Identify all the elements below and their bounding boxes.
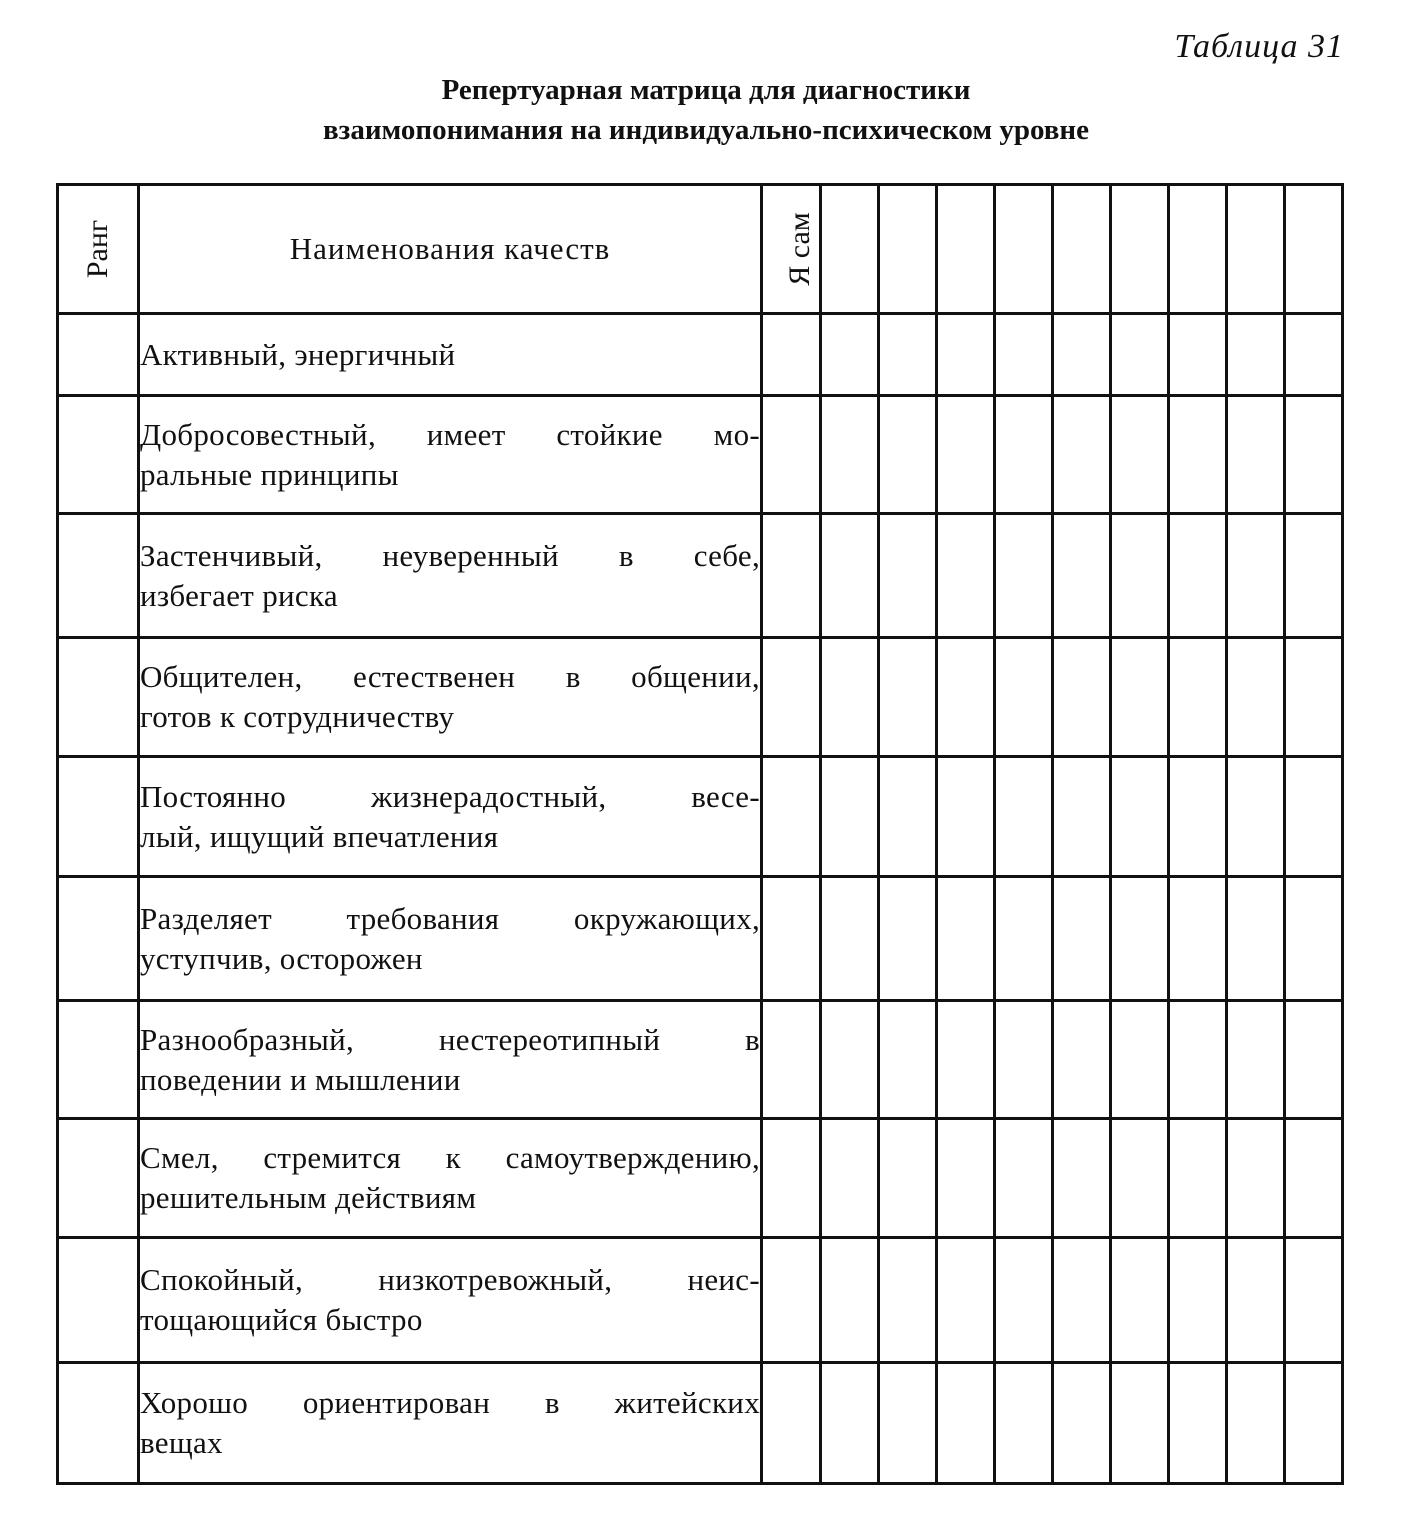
person-rating-cell[interactable]	[879, 877, 937, 1001]
person-rating-cell[interactable]	[879, 1363, 937, 1484]
quality-name-cell	[139, 757, 762, 877]
person-rating-cell[interactable]	[937, 396, 995, 514]
quality-text-line-2: решительным действиям	[140, 1180, 477, 1215]
person-rating-cell[interactable]	[1227, 396, 1285, 514]
person-rating-cell[interactable]	[995, 638, 1053, 757]
quality-name-cell	[139, 877, 762, 1001]
person-rating-cell[interactable]	[1169, 314, 1227, 396]
person-rating-cell[interactable]	[937, 1119, 995, 1238]
person-rating-cell[interactable]	[1053, 1001, 1111, 1119]
rank-cell[interactable]	[58, 1363, 139, 1484]
person-rating-cell[interactable]	[1285, 514, 1343, 638]
person-rating-cell[interactable]	[995, 1238, 1053, 1363]
self-rating-cell[interactable]	[762, 1238, 821, 1363]
header-rank-cell	[58, 185, 139, 314]
person-rating-cell[interactable]	[1227, 877, 1285, 1001]
person-rating-cell[interactable]	[1227, 638, 1285, 757]
person-rating-cell[interactable]	[1169, 1238, 1227, 1363]
self-rating-cell[interactable]	[762, 638, 821, 757]
person-rating-cell[interactable]	[1285, 1119, 1343, 1238]
person-rating-cell[interactable]	[995, 757, 1053, 877]
table-body	[58, 314, 1343, 1484]
self-rating-cell[interactable]	[762, 396, 821, 514]
person-rating-cell[interactable]	[821, 1001, 879, 1119]
person-rating-cell[interactable]	[1053, 514, 1111, 638]
quality-text-line-1: Хорошо ориентирован в житейских	[140, 1385, 760, 1420]
table-row	[58, 514, 1343, 638]
header-person-cell	[1227, 185, 1285, 314]
table-header-row	[58, 185, 1343, 314]
person-rating-cell[interactable]	[1053, 877, 1111, 1001]
header-person-cell	[1111, 185, 1169, 314]
person-rating-cell[interactable]	[821, 1119, 879, 1238]
quality-text-line-1: Смел, стремится к самоутверждению,	[140, 1140, 760, 1175]
person-rating-cell[interactable]	[1053, 1363, 1111, 1484]
quality-name-cell	[139, 638, 762, 757]
person-rating-cell[interactable]	[1285, 314, 1343, 396]
person-rating-cell[interactable]	[937, 1363, 995, 1484]
self-rating-cell[interactable]	[762, 1001, 821, 1119]
person-rating-cell[interactable]	[1111, 1001, 1169, 1119]
person-rating-cell[interactable]	[1285, 1001, 1343, 1119]
person-rating-cell[interactable]	[1285, 638, 1343, 757]
rank-cell[interactable]	[58, 638, 139, 757]
header-person-cell	[1169, 185, 1227, 314]
person-rating-cell[interactable]	[1285, 877, 1343, 1001]
quality-text-line-2: лый, ищущий впечатления	[140, 818, 499, 854]
table-row	[58, 314, 1343, 396]
quality-text-line-2: ральные принципы	[140, 456, 399, 492]
person-rating-cell[interactable]	[1111, 1238, 1169, 1363]
table-row	[58, 396, 1343, 514]
quality-text-line-1: Разнообразный, нестереотипный в	[140, 1021, 760, 1057]
person-rating-cell[interactable]	[1227, 1363, 1285, 1484]
header-person-cell	[937, 185, 995, 314]
person-rating-cell[interactable]	[879, 1238, 937, 1363]
person-rating-cell[interactable]	[879, 396, 937, 514]
quality-text-line-2: тощающийся быстро	[140, 1302, 423, 1337]
person-rating-cell[interactable]	[1111, 877, 1169, 1001]
person-rating-cell[interactable]	[995, 514, 1053, 638]
quality-name-cell	[139, 1119, 762, 1238]
person-rating-cell[interactable]	[937, 314, 995, 396]
rank-cell[interactable]	[58, 314, 139, 396]
person-rating-cell[interactable]	[1285, 396, 1343, 514]
rank-cell[interactable]	[58, 877, 139, 1001]
person-rating-cell[interactable]	[995, 1363, 1053, 1484]
table-number-label: Таблица 31	[1174, 28, 1344, 65]
table-row	[58, 757, 1343, 877]
person-rating-cell[interactable]	[1169, 1001, 1227, 1119]
table-row	[58, 877, 1343, 1001]
person-rating-cell[interactable]	[937, 1001, 995, 1119]
quality-name-cell	[139, 314, 762, 396]
person-rating-cell[interactable]	[1111, 514, 1169, 638]
table-title-line-1: Репертуарная матрица для диагностики	[441, 74, 971, 106]
quality-name-cell	[139, 514, 762, 638]
person-rating-cell[interactable]	[1169, 757, 1227, 877]
quality-text-line-2: поведении и мышлении	[140, 1061, 461, 1097]
quality-text-line-1: Добросовестный, имеет стойкие мо-	[140, 416, 760, 452]
person-rating-cell[interactable]	[1111, 638, 1169, 757]
person-rating-cell[interactable]	[821, 877, 879, 1001]
person-rating-cell[interactable]	[1285, 1363, 1343, 1484]
table-title	[0, 70, 1412, 150]
rank-cell[interactable]	[58, 396, 139, 514]
table-title-line-2: взаимопонимания на индивидуально-психическом уровне	[323, 114, 1089, 146]
header-self-cell	[762, 185, 821, 314]
table-row	[58, 1001, 1343, 1119]
quality-text-line-1: Общителен, естественен в общении,	[140, 659, 760, 694]
person-rating-cell[interactable]	[1169, 1119, 1227, 1238]
person-rating-cell[interactable]	[1285, 757, 1343, 877]
person-rating-cell[interactable]	[937, 877, 995, 1001]
person-rating-cell[interactable]	[1111, 396, 1169, 514]
quality-text-line-1: Разделяет требования окружающих,	[140, 900, 760, 936]
header-person-cell	[995, 185, 1053, 314]
table-row	[58, 1119, 1343, 1238]
rank-cell[interactable]	[58, 514, 139, 638]
person-rating-cell[interactable]	[937, 638, 995, 757]
person-rating-cell[interactable]	[1227, 514, 1285, 638]
person-rating-cell[interactable]	[1111, 1119, 1169, 1238]
person-rating-cell[interactable]	[1053, 757, 1111, 877]
person-rating-cell[interactable]	[1111, 314, 1169, 396]
table-row	[58, 638, 1343, 757]
person-rating-cell[interactable]	[1053, 638, 1111, 757]
header-person-cell	[1053, 185, 1111, 314]
quality-text-line-2: вещах	[140, 1425, 223, 1460]
header-person-cell	[879, 185, 937, 314]
person-rating-cell[interactable]	[821, 1238, 879, 1363]
quality-name-cell	[139, 1001, 762, 1119]
person-rating-cell[interactable]	[937, 1238, 995, 1363]
header-qualities-label: Наименования качеств	[289, 231, 611, 266]
person-rating-cell[interactable]	[1169, 638, 1227, 757]
person-rating-cell[interactable]	[1053, 396, 1111, 514]
header-qualities-cell	[139, 185, 762, 314]
rank-cell[interactable]	[58, 757, 139, 877]
person-rating-cell[interactable]	[879, 1119, 937, 1238]
person-rating-cell[interactable]	[879, 314, 937, 396]
person-rating-cell[interactable]	[1285, 1238, 1343, 1363]
person-rating-cell[interactable]	[821, 757, 879, 877]
person-rating-cell[interactable]	[821, 514, 879, 638]
quality-text-line-2: уступчив, осторожен	[140, 940, 423, 976]
person-rating-cell[interactable]	[821, 396, 879, 514]
quality-text-line-1: Активный, энергичный	[140, 336, 456, 372]
person-rating-cell[interactable]	[821, 638, 879, 757]
rank-cell[interactable]	[58, 1119, 139, 1238]
quality-name-cell	[139, 1363, 762, 1484]
person-rating-cell[interactable]	[1169, 1363, 1227, 1484]
self-rating-cell[interactable]	[762, 314, 821, 396]
person-rating-cell[interactable]	[1169, 877, 1227, 1001]
table-row	[58, 1238, 1343, 1363]
self-rating-cell[interactable]	[762, 514, 821, 638]
person-rating-cell[interactable]	[1053, 314, 1111, 396]
person-rating-cell[interactable]	[821, 314, 879, 396]
repertory-matrix-table	[56, 183, 1344, 1485]
person-rating-cell[interactable]	[1111, 757, 1169, 877]
header-rank-label: Ранг	[80, 219, 114, 279]
table-row	[58, 1363, 1343, 1484]
person-rating-cell[interactable]	[1053, 1119, 1111, 1238]
person-rating-cell[interactable]	[1227, 314, 1285, 396]
quality-text-line-2: готов к сотрудничеству	[140, 699, 455, 734]
header-self-label: Я сам	[782, 212, 816, 286]
person-rating-cell[interactable]	[879, 757, 937, 877]
quality-text-line-1: Спокойный, низкотревожный, неис-	[140, 1262, 760, 1297]
person-rating-cell[interactable]	[1053, 1238, 1111, 1363]
person-rating-cell[interactable]	[995, 314, 1053, 396]
self-rating-cell[interactable]	[762, 1363, 821, 1484]
person-rating-cell[interactable]	[879, 1001, 937, 1119]
quality-text-line-1: Застенчивый, неуверенный в себе,	[140, 537, 760, 573]
person-rating-cell[interactable]	[1227, 757, 1285, 877]
person-rating-cell[interactable]	[1227, 1119, 1285, 1238]
self-rating-cell[interactable]	[762, 877, 821, 1001]
quality-text-line-2: избегает риска	[140, 577, 338, 613]
person-rating-cell[interactable]	[995, 396, 1053, 514]
person-rating-cell[interactable]	[1169, 396, 1227, 514]
person-rating-cell[interactable]	[995, 1001, 1053, 1119]
quality-text-line-1: Постоянно жизнерадостный, весе-	[140, 778, 760, 814]
person-rating-cell[interactable]	[1227, 1001, 1285, 1119]
person-rating-cell[interactable]	[821, 1363, 879, 1484]
person-rating-cell[interactable]	[1227, 1238, 1285, 1363]
person-rating-cell[interactable]	[937, 514, 995, 638]
person-rating-cell[interactable]	[937, 757, 995, 877]
person-rating-cell[interactable]	[1111, 1363, 1169, 1484]
self-rating-cell[interactable]	[762, 1119, 821, 1238]
person-rating-cell[interactable]	[879, 638, 937, 757]
person-rating-cell[interactable]	[1169, 514, 1227, 638]
person-rating-cell[interactable]	[995, 877, 1053, 1001]
quality-name-cell	[139, 1238, 762, 1363]
person-rating-cell[interactable]	[879, 514, 937, 638]
self-rating-cell[interactable]	[762, 757, 821, 877]
person-rating-cell[interactable]	[995, 1119, 1053, 1238]
header-person-cell	[821, 185, 879, 314]
quality-name-cell	[139, 396, 762, 514]
header-person-cell	[1285, 185, 1343, 314]
rank-cell[interactable]	[58, 1238, 139, 1363]
rank-cell[interactable]	[58, 1001, 139, 1119]
